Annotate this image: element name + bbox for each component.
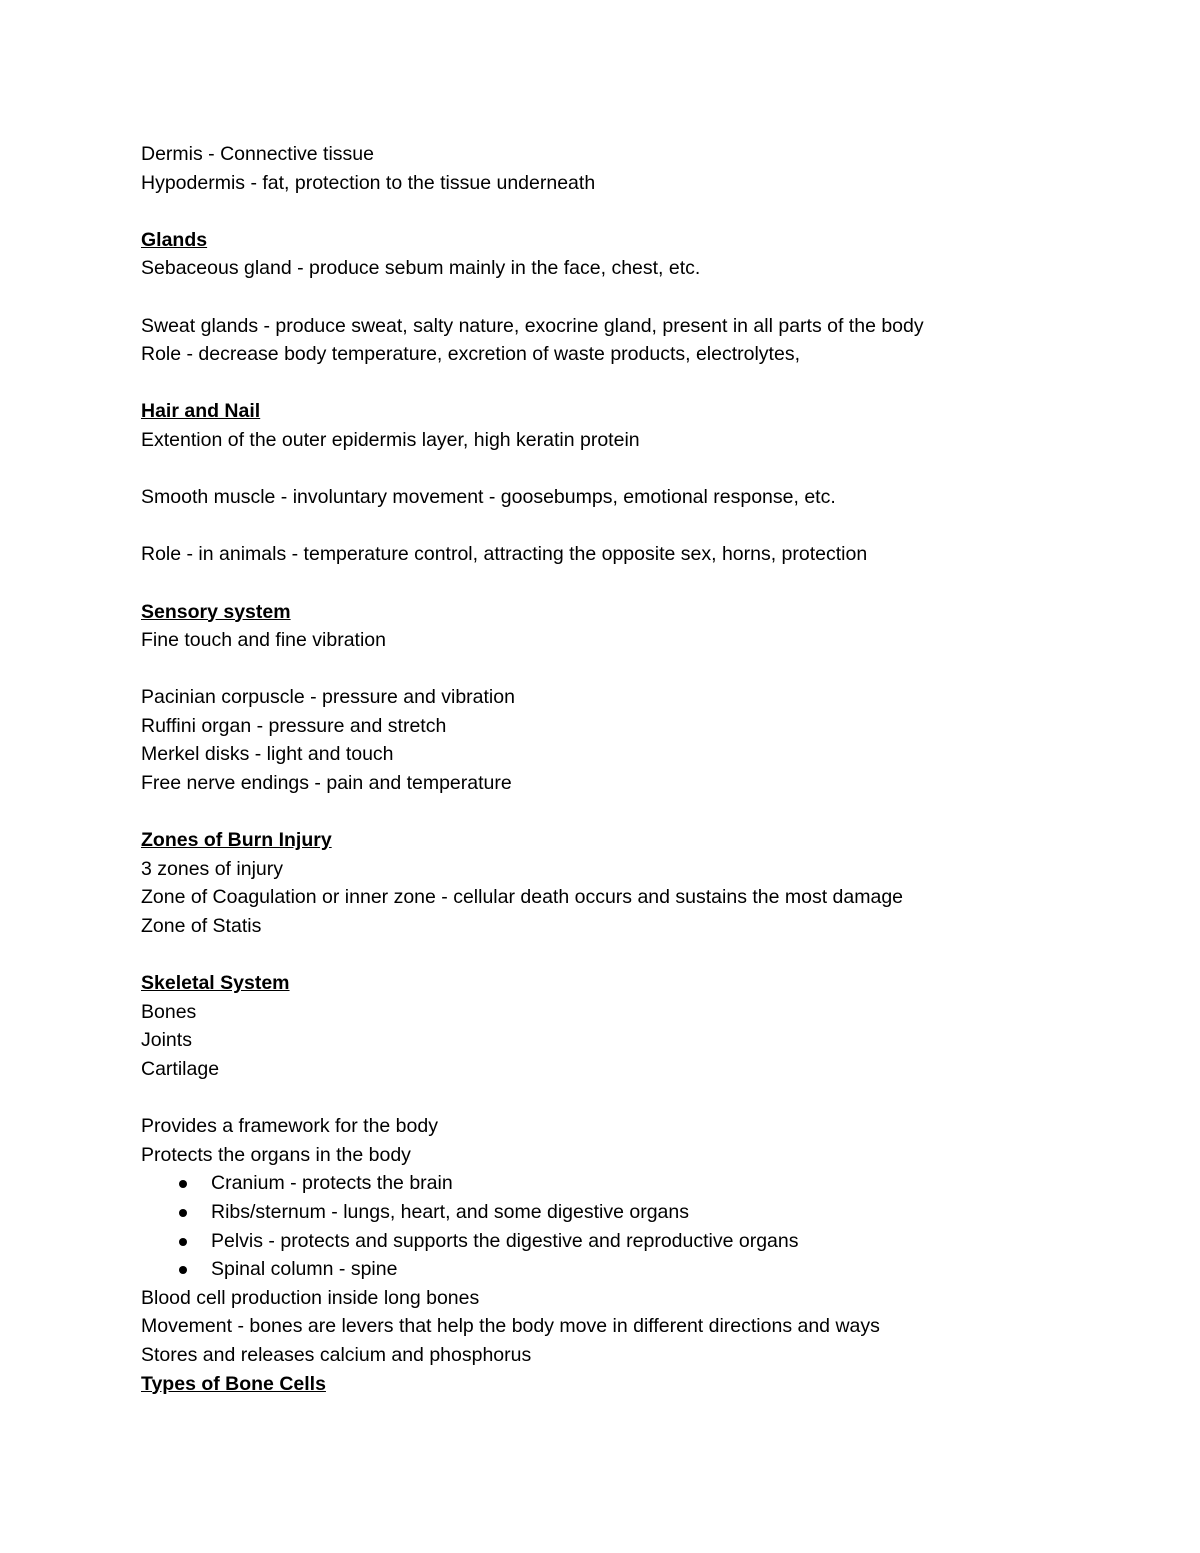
bullet-icon (179, 1266, 187, 1274)
text-line: Hypodermis - fat, protection to the tissue underneath (141, 171, 596, 194)
text-line: Pacinian corpuscle - pressure and vibration (141, 686, 515, 709)
text-line: Merkel disks - light and touch (141, 743, 394, 766)
text-line: Sweat glands - produce sweat, salty nature, exocrine gland, present in all parts of the body (141, 314, 924, 337)
text-line: Ruffini organ - pressure and stretch (141, 714, 447, 737)
text-line: Movement - bones are levers that help the body move in different directions and ways (141, 1315, 880, 1338)
blank-line (141, 283, 1141, 312)
text-line: Zone of Statis (141, 915, 262, 938)
bullet-icon (179, 1238, 187, 1246)
text-line: Dermis - Connective tissue (141, 143, 374, 165)
blank-line (141, 941, 1141, 970)
section-heading: Hair and Nail (141, 400, 261, 423)
text-line: Sebaceous gland - produce sebum mainly in the face, chest, etc. (141, 257, 701, 280)
section-heading: Skeletal System (141, 972, 290, 995)
blank-line (141, 369, 1141, 398)
text-line: Bones (141, 1000, 197, 1023)
bullet-text: Ribs/sternum - lungs, heart, and some digestive organs (211, 1200, 689, 1223)
section-heading: Types of Bone Cells (141, 1372, 326, 1395)
text-line: Provides a framework for the body (141, 1115, 438, 1138)
blank-line (141, 455, 1141, 484)
text-line: Protects the organs in the body (141, 1143, 411, 1166)
blank-line (141, 512, 1141, 541)
blank-line (141, 197, 1141, 226)
bullet-item (141, 1198, 1141, 1227)
text-line: Extention of the outer epidermis layer, high keratin protein (141, 428, 640, 451)
section-heading: Sensory system (141, 600, 291, 623)
bullet-item (141, 1227, 1141, 1256)
text-line: Smooth muscle - involuntary movement - goosebumps, emotional response, etc. (141, 486, 836, 509)
section-heading: Glands (141, 228, 208, 251)
text-line: Cartilage (141, 1058, 220, 1080)
text-line: Blood cell production inside long bones (141, 1286, 480, 1309)
blank-line (141, 569, 1141, 598)
bullet-item (141, 1255, 1141, 1284)
document-body (141, 140, 1141, 1398)
bullet-text: Spinal column - spine (211, 1258, 398, 1281)
section-heading: Zones of Burn Injury (141, 829, 332, 852)
blank-line (141, 798, 1141, 827)
text-line: Role - decrease body temperature, excretion of waste products, electrolytes, (141, 343, 800, 366)
bullet-text: Cranium - protects the brain (211, 1172, 453, 1195)
text-line: Role - in animals - temperature control, attracting the opposite sex, horns, protection (141, 543, 868, 566)
text-line: Stores and releases calcium and phosphorus (141, 1343, 532, 1366)
text-line: Zone of Coagulation or inner zone - cellular death occurs and sustains the most damage (141, 886, 904, 909)
bullet-icon (179, 1180, 187, 1188)
text-line: 3 zones of injury (141, 857, 283, 880)
text-line: Free nerve endings - pain and temperature (141, 772, 512, 795)
bullet-text: Pelvis - protects and supports the digestive and reproductive organs (211, 1229, 799, 1252)
blank-line (141, 1084, 1141, 1113)
text-line: Fine touch and fine vibration (141, 629, 386, 652)
bullet-icon (179, 1209, 187, 1217)
blank-line (141, 655, 1141, 684)
text-line: Joints (141, 1029, 192, 1052)
bullet-item (141, 1169, 1141, 1198)
